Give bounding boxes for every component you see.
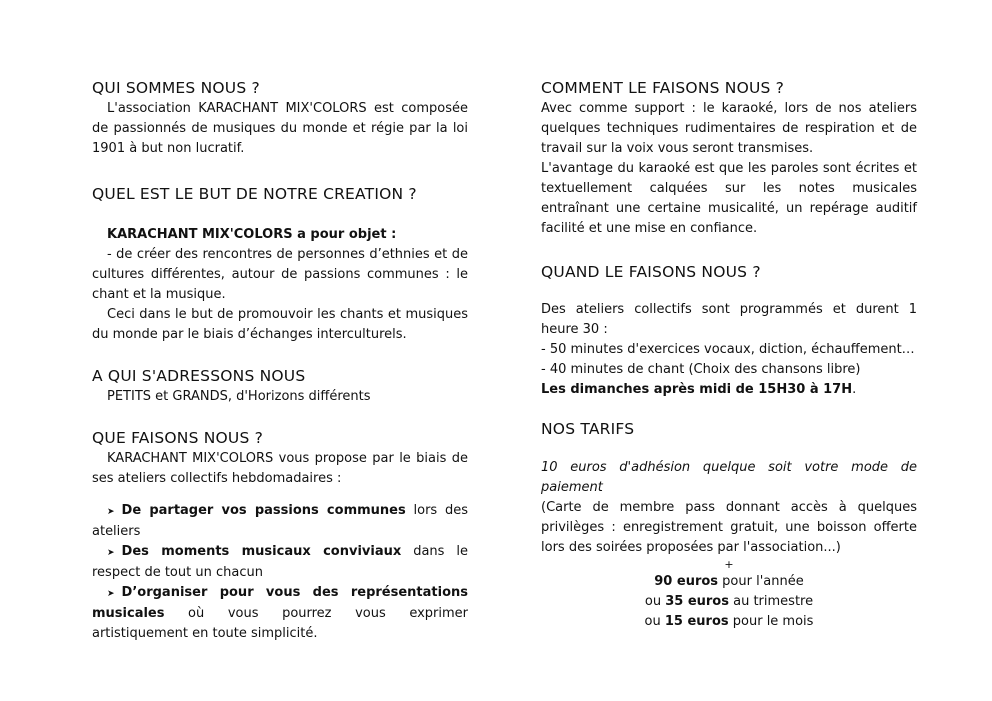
price-bold: 90 euros <box>654 574 719 589</box>
price-annee <box>541 572 917 592</box>
price-bold: 35 euros <box>665 594 729 609</box>
arrow-icon: ➤ <box>107 507 115 517</box>
text-rencontres: - de créer des rencontres de personnes d’ethnies et de cultures différentes, autour de passions communes : le chant et la musique. <box>92 247 468 302</box>
list-item <box>92 501 468 542</box>
horaires-bold: Les dimanches après midi de 15H30 à 17H <box>541 382 853 397</box>
price-text: pour le mois <box>728 614 814 629</box>
bullet-bold: Des moments musicaux conviviaux <box>121 544 402 559</box>
bullet-bold: D’organiser pour vous des représentations musicales <box>92 585 468 621</box>
price-pre: ou <box>644 594 666 609</box>
arrow-icon: ➤ <box>107 589 115 599</box>
heading-qui-sommes-nous: QUI SOMMES NOUS ? <box>92 79 260 97</box>
text-association: L'association KARACHANT MIX'COLORS est composée de passionnés de musiques du monde et régie par la loi 1901 à but non lucratif. <box>92 101 468 156</box>
text-horaires <box>541 380 917 400</box>
arrow-icon: ➤ <box>107 548 115 558</box>
list-item <box>92 542 468 583</box>
text-support: Avec comme support : le karaoké, lors de nos ateliers quelques techniques rudimentaires de respiration et de travail sur la voix vous seront transmises. <box>541 101 917 156</box>
price-bold: 15 euros <box>664 614 729 629</box>
right-column <box>541 77 917 632</box>
price-pre: ou <box>644 614 665 629</box>
heading-tarifs: NOS TARIFS <box>541 420 635 438</box>
price-text: pour l'année <box>718 574 804 589</box>
heading-que-faisons-nous: QUE FAISONS NOUS ? <box>92 429 264 447</box>
text-objet: KARACHANT MIX'COLORS a pour objet : <box>107 227 397 242</box>
text-carte: (Carte de membre pass donnant accès à quelques privilèges : enregistrement gratuit, une boisson offerte lors des soirées proposées par l'association...) <box>541 500 917 555</box>
bullet-text: dans le respect de tout un chacun <box>92 544 469 580</box>
price-mois <box>541 612 917 632</box>
text-propose: KARACHANT MIX'COLORS vous propose par le biais de ses ateliers collectifs hebdomadaires : <box>92 451 468 486</box>
heading-but-creation: QUEL EST LE BUT DE NOTRE CREATION ? <box>92 185 417 203</box>
text-adhesion: 10 euros d'adhésion quelque soit votre mode de paiement <box>541 460 917 495</box>
price-trimestre <box>541 592 917 612</box>
list-item <box>92 583 468 644</box>
heading-quand: QUAND LE FAISONS NOUS ? <box>541 263 761 281</box>
text-avantage: L'avantage du karaoké est que les paroles sont écrites et textuellement calquées sur les notes musicales entraînant une certaine musicalité, un repérage auditif facilité et une mise en confiance. <box>541 161 917 236</box>
text-exercices: - 50 minutes d'exercices vocaux, diction, échauffement… <box>541 342 915 357</box>
bullet-bold: De partager vos passions communes <box>121 503 406 518</box>
plus-sign: + <box>724 558 734 571</box>
bullet-text: lors des ateliers <box>92 503 468 539</box>
heading-a-qui: A QUI S'ADRESSONS NOUS <box>92 367 306 385</box>
left-column <box>92 77 468 644</box>
text-ateliers: Des ateliers collectifs sont programmés et durent 1 heure 30 : <box>541 302 917 337</box>
text-public: PETITS et GRANDS, d'Horizons différents <box>107 389 371 404</box>
horaires-end: . <box>852 382 857 397</box>
text-chant: - 40 minutes de chant (Choix des chansons libre) <box>541 362 861 377</box>
text-promouvoir: Ceci dans le but de promouvoir les chants et musiques du monde par le biais d’échanges interculturels. <box>92 307 468 342</box>
bullet-text: où vous pourrez vous exprimer artistiquement en toute simplicité. <box>92 606 468 641</box>
heading-comment: COMMENT LE FAISONS NOUS ? <box>541 79 785 97</box>
price-text: au trimestre <box>728 594 814 609</box>
